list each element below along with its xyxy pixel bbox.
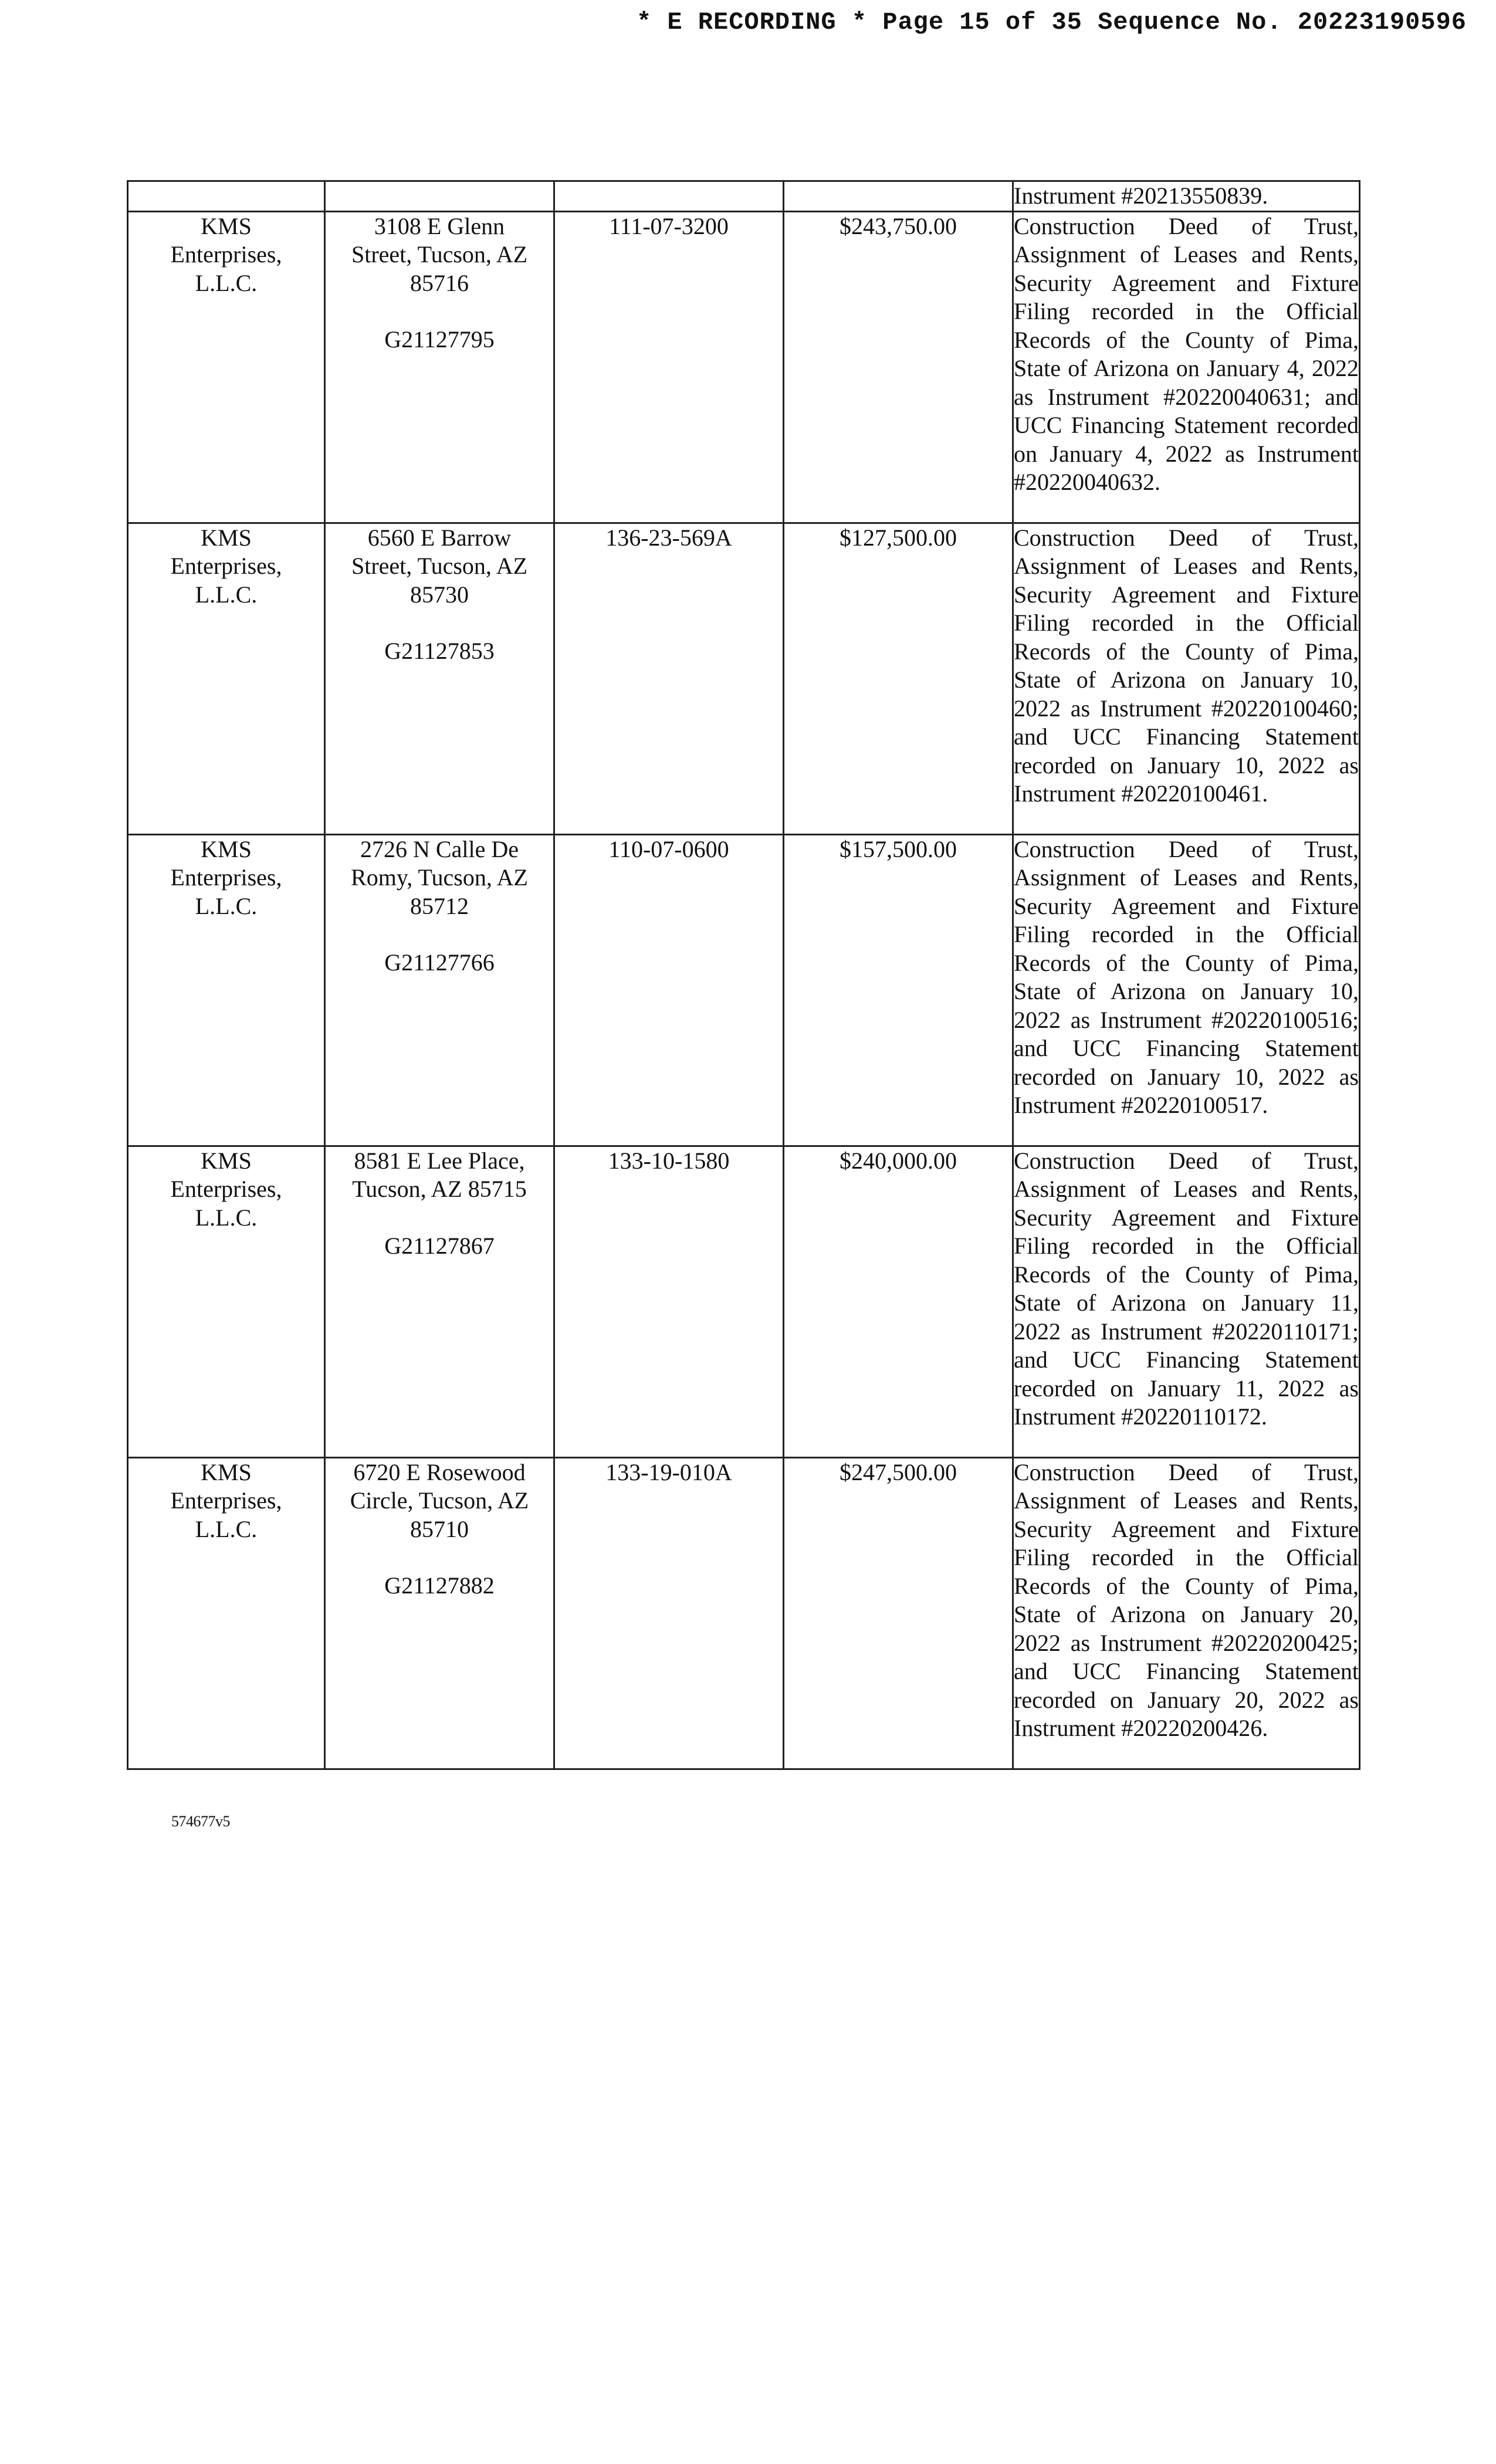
borrower-name-line: L.L.C. [195, 1515, 258, 1542]
parcel-number: 133-10-1580 [554, 1146, 784, 1457]
borrower-cell [128, 834, 325, 1146]
borrower-name-line: KMS [201, 835, 252, 862]
parcel-number: 110-07-0600 [554, 834, 784, 1146]
parcel-number: 133-19-010A [554, 1457, 784, 1769]
borrower-name-line: L.L.C. [195, 269, 258, 296]
property-address [326, 212, 553, 298]
loan-amount: $157,500.00 [784, 834, 1013, 1146]
amount-cell [784, 181, 1013, 212]
parcel-number: 136-23-569A [554, 523, 784, 834]
address-line: 8581 E Lee Place, [354, 1147, 525, 1174]
table-row [128, 834, 1360, 1146]
borrower-cell [128, 211, 325, 523]
property-address [326, 1458, 553, 1544]
address-line: Romy, Tucson, AZ [351, 864, 528, 891]
borrower-name-line: L.L.C. [195, 581, 258, 608]
loan-amount: $240,000.00 [784, 1146, 1013, 1457]
borrower-name [128, 835, 324, 921]
borrower-name-line: Enterprises, [170, 1176, 282, 1202]
recording-description: Construction Deed of Trust, Assignment of Leases and Rents, Security Agreement and Fixture Filing recorded in the Official Records of the County of Pima, State of Arizona on January 4, 2022 as Instrument #20220040631; and UCC Financing Statement recorded on January 4, 2022 as Instrument #20220040632. [1013, 211, 1360, 523]
recording-description: Construction Deed of Trust, Assignment of Leases and Rents, Security Agreement and Fixture Filing recorded in the Official Records of the County of Pima, State of Arizona on January 10, 2022 as Instrument #20220100516; and UCC Financing Statement recorded on January 10, 2022 as Instrument #20220100517. [1013, 834, 1360, 1146]
borrower-name-line: Enterprises, [170, 553, 282, 579]
address-line: 85710 [410, 1515, 469, 1542]
loan-id: G21127766 [384, 949, 495, 976]
address-line: 6720 E Rosewood [353, 1458, 526, 1485]
borrower-name-line: L.L.C. [195, 892, 258, 919]
description-cell: Instrument #20213550839. [1013, 181, 1360, 212]
borrower-name [128, 524, 324, 610]
address-line: Circle, Tucson, AZ [350, 1487, 529, 1514]
address-cell [325, 1457, 554, 1769]
continuation-row [128, 181, 1360, 212]
borrower-name-line: KMS [201, 1147, 252, 1174]
address-line: 85716 [410, 269, 469, 296]
loan-id: G21127867 [384, 1232, 495, 1259]
property-address [326, 835, 553, 921]
document-id: 574677v5 [171, 1813, 230, 1830]
borrower-name-line: L.L.C. [195, 1204, 258, 1231]
address-line: 3108 E Glenn [374, 212, 505, 239]
borrower-name-line: KMS [201, 212, 252, 239]
address-line: 6560 E Barrow [367, 524, 512, 551]
table-row [128, 211, 1360, 523]
parcel-cell [554, 181, 784, 212]
address-cell [325, 523, 554, 834]
borrower-cell [128, 1457, 325, 1769]
borrower-cell [128, 181, 325, 212]
loan-id: G21127795 [384, 326, 495, 353]
property-schedule-table [127, 180, 1360, 1770]
loan-amount: $243,750.00 [784, 211, 1013, 523]
borrower-name-line: KMS [201, 1458, 252, 1485]
loan-amount: $247,500.00 [784, 1457, 1013, 1769]
address-line: Street, Tucson, AZ [351, 241, 528, 268]
address-cell [325, 211, 554, 523]
address-cell [325, 834, 554, 1146]
borrower-name [128, 212, 324, 298]
address-line: 85712 [410, 892, 469, 919]
table-row [128, 1146, 1360, 1457]
property-address [326, 524, 553, 610]
borrower-name-line: Enterprises, [170, 864, 282, 891]
address-line: Street, Tucson, AZ [351, 553, 528, 579]
borrower-name-line: KMS [201, 524, 252, 551]
recording-header: * E RECORDING * Page 15 of 35 Sequence No. 20223190596 [636, 8, 1467, 36]
recording-description: Construction Deed of Trust, Assignment of Leases and Rents, Security Agreement and Fixture Filing recorded in the Official Records of the County of Pima, State of Arizona on January 20, 2022 as Instrument #20220200425; and UCC Financing Statement recorded on January 20, 2022 as Instrument #20220200426. [1013, 1457, 1360, 1769]
address-cell [325, 181, 554, 212]
recording-description: Construction Deed of Trust, Assignment of Leases and Rents, Security Agreement and Fixture Filing recorded in the Official Records of the County of Pima, State of Arizona on January 10, 2022 as Instrument #20220100460; and UCC Financing Statement recorded on January 10, 2022 as Instrument #20220100461. [1013, 523, 1360, 834]
address-line: Tucson, AZ 85715 [352, 1176, 527, 1202]
address-cell [325, 1146, 554, 1457]
borrower-name-line: Enterprises, [170, 241, 282, 268]
recording-description: Construction Deed of Trust, Assignment of Leases and Rents, Security Agreement and Fixture Filing recorded in the Official Records of the County of Pima, State of Arizona on January 11, 2022 as Instrument #20220110171; and UCC Financing Statement recorded on January 11, 2022 as Instrument #20220110172. [1013, 1146, 1360, 1457]
property-address [326, 1147, 553, 1204]
loan-id: G21127853 [384, 638, 495, 664]
borrower-name [128, 1147, 324, 1233]
address-line: 85730 [410, 581, 469, 608]
loan-amount: $127,500.00 [784, 523, 1013, 834]
table-row [128, 1457, 1360, 1769]
borrower-cell [128, 523, 325, 834]
address-line: 2726 N Calle De [360, 835, 519, 862]
borrower-name [128, 1458, 324, 1544]
table-row [128, 523, 1360, 834]
borrower-name-line: Enterprises, [170, 1487, 282, 1514]
parcel-number: 111-07-3200 [554, 211, 784, 523]
loan-id: G21127882 [384, 1572, 495, 1599]
borrower-cell [128, 1146, 325, 1457]
